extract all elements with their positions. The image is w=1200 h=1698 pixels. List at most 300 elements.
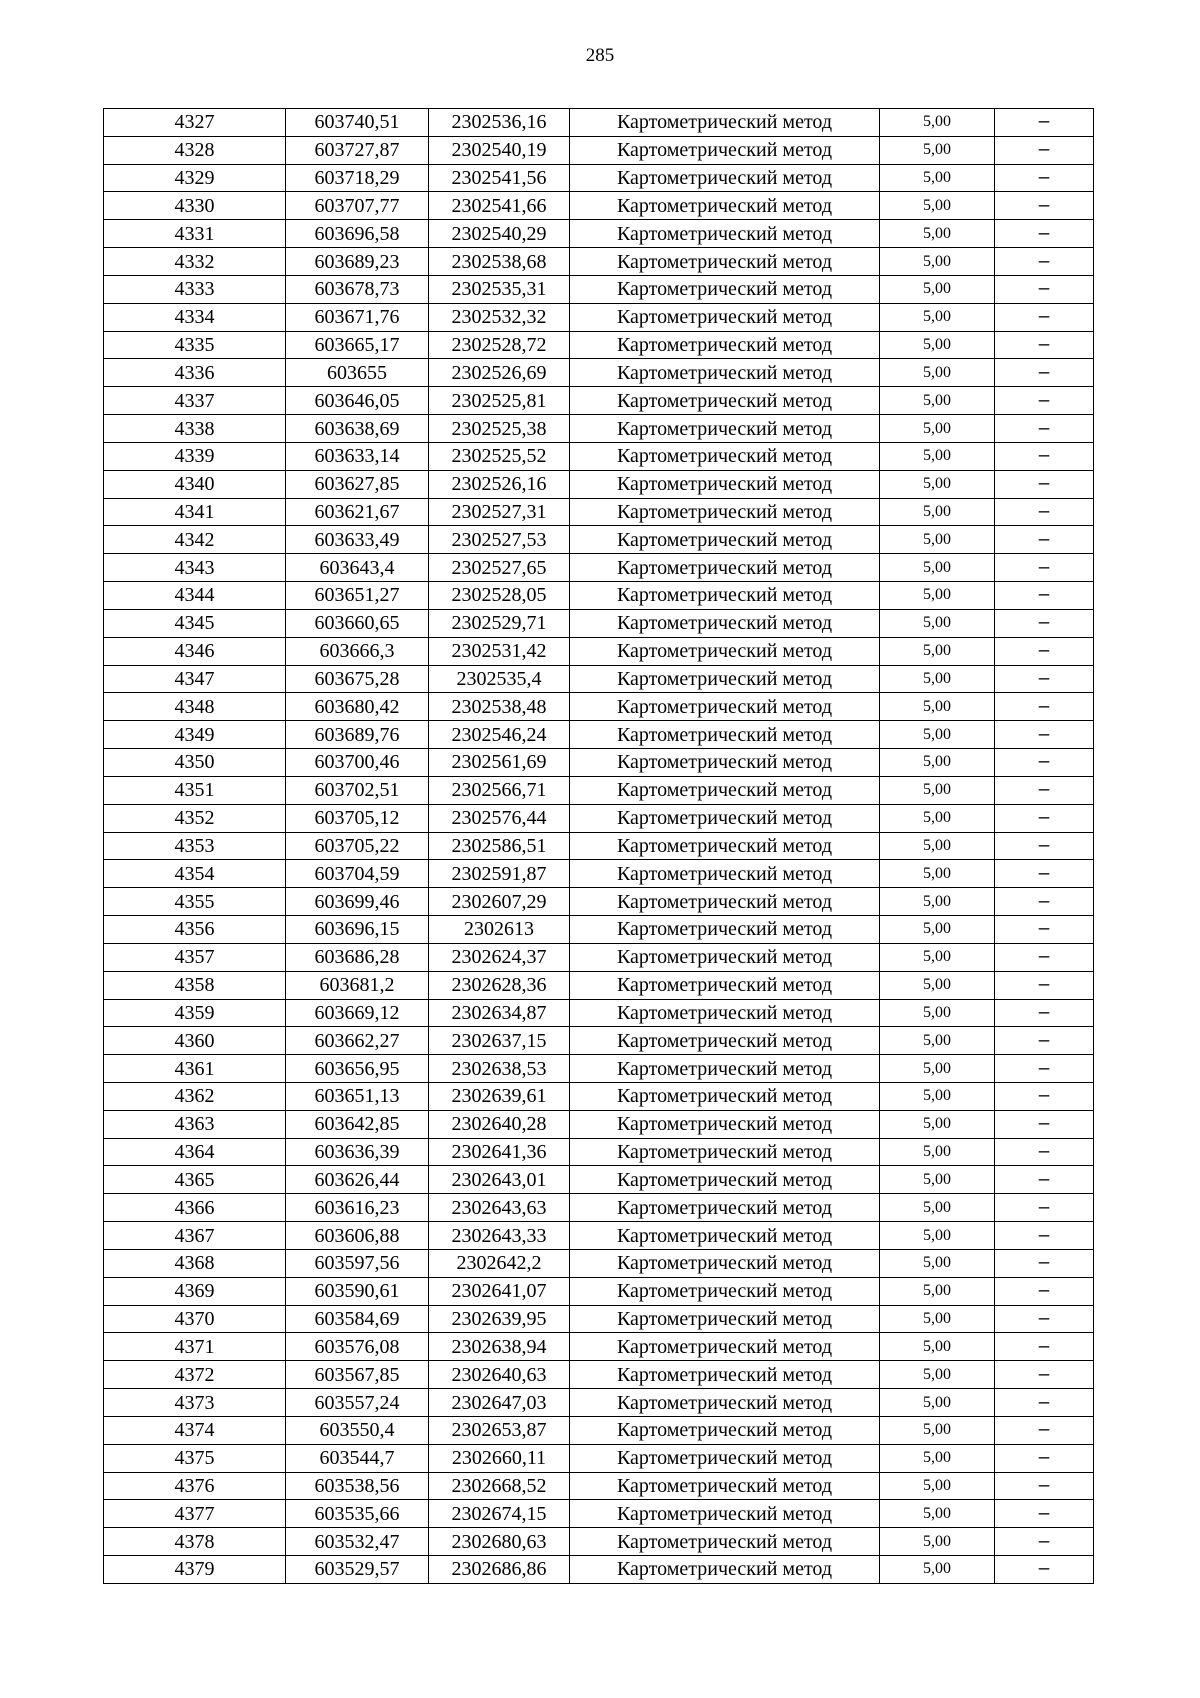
point-number-cell: 4367 [104,1222,286,1250]
coordinate-y-cell: 2302525,52 [429,442,570,470]
empty-mark-cell: – [995,1222,1094,1250]
table-row [104,498,1094,526]
point-number-cell: 4370 [104,1305,286,1333]
coordinate-y-cell: 2302528,05 [429,582,570,610]
point-number-cell: 4348 [104,693,286,721]
empty-mark-cell: – [995,387,1094,415]
method-cell: Картометрический метод [570,136,880,164]
table-row [104,1416,1094,1444]
coordinate-x-cell: 603662,27 [286,1027,429,1055]
empty-mark-cell: – [995,1528,1094,1556]
method-cell: Картометрический метод [570,442,880,470]
error-cell: 5,00 [880,387,995,415]
point-number-cell: 4374 [104,1416,286,1444]
error-cell: 5,00 [880,721,995,749]
table-row [104,1166,1094,1194]
table-row [104,164,1094,192]
empty-mark-cell: – [995,1444,1094,1472]
point-number-cell: 4344 [104,582,286,610]
method-cell: Картометрический метод [570,665,880,693]
method-cell: Картометрический метод [570,749,880,777]
empty-mark-cell: – [995,526,1094,554]
coordinate-y-cell: 2302527,65 [429,554,570,582]
error-cell: 5,00 [880,136,995,164]
coordinate-x-cell: 603705,12 [286,804,429,832]
coordinate-x-cell: 603651,13 [286,1082,429,1110]
table-row [104,721,1094,749]
method-cell: Картометрический метод [570,832,880,860]
error-cell: 5,00 [880,832,995,860]
coordinate-x-cell: 603699,46 [286,888,429,916]
method-cell: Картометрический метод [570,1027,880,1055]
coordinate-y-cell: 2302639,95 [429,1305,570,1333]
table-row [104,1361,1094,1389]
coordinate-y-cell: 2302526,69 [429,359,570,387]
empty-mark-cell: – [995,303,1094,331]
coordinate-x-cell: 603646,05 [286,387,429,415]
table-row [104,109,1094,137]
coordinate-x-cell: 603702,51 [286,776,429,804]
coordinate-x-cell: 603535,66 [286,1500,429,1528]
table-row [104,331,1094,359]
point-number-cell: 4350 [104,749,286,777]
coordinate-y-cell: 2302686,86 [429,1556,570,1584]
coordinate-y-cell: 2302531,42 [429,637,570,665]
error-cell: 5,00 [880,1027,995,1055]
empty-mark-cell: – [995,1082,1094,1110]
method-cell: Картометрический метод [570,999,880,1027]
coordinate-x-cell: 603666,3 [286,637,429,665]
coordinate-y-cell: 2302576,44 [429,804,570,832]
coordinate-y-cell: 2302525,81 [429,387,570,415]
error-cell: 5,00 [880,1500,995,1528]
empty-mark-cell: – [995,109,1094,137]
error-cell: 5,00 [880,470,995,498]
empty-mark-cell: – [995,1500,1094,1528]
coordinate-x-cell: 603705,22 [286,832,429,860]
coordinate-y-cell: 2302527,31 [429,498,570,526]
point-number-cell: 4379 [104,1556,286,1584]
error-cell: 5,00 [880,1277,995,1305]
error-cell: 5,00 [880,554,995,582]
method-cell: Картометрический метод [570,470,880,498]
coordinate-y-cell: 2302643,33 [429,1222,570,1250]
table-row [104,1389,1094,1417]
method-cell: Картометрический метод [570,387,880,415]
empty-mark-cell: – [995,804,1094,832]
error-cell: 5,00 [880,1166,995,1194]
table-row [104,1055,1094,1083]
empty-mark-cell: – [995,609,1094,637]
table-row [104,1249,1094,1277]
error-cell: 5,00 [880,1416,995,1444]
table-row [104,415,1094,443]
method-cell: Картометрический метод [570,331,880,359]
empty-mark-cell: – [995,1110,1094,1138]
empty-mark-cell: – [995,943,1094,971]
error-cell: 5,00 [880,248,995,276]
empty-mark-cell: – [995,1361,1094,1389]
method-cell: Картометрический метод [570,1277,880,1305]
empty-mark-cell: – [995,220,1094,248]
method-cell: Картометрический метод [570,1305,880,1333]
empty-mark-cell: – [995,498,1094,526]
error-cell: 5,00 [880,526,995,554]
point-number-cell: 4327 [104,109,286,137]
method-cell: Картометрический метод [570,359,880,387]
coordinate-y-cell: 2302538,68 [429,248,570,276]
table-row [104,359,1094,387]
coordinate-x-cell: 603696,58 [286,220,429,248]
method-cell: Картометрический метод [570,1082,880,1110]
method-cell: Картометрический метод [570,1110,880,1138]
error-cell: 5,00 [880,303,995,331]
point-number-cell: 4334 [104,303,286,331]
coordinate-x-cell: 603529,57 [286,1556,429,1584]
table-row [104,1222,1094,1250]
point-number-cell: 4352 [104,804,286,832]
coordinate-y-cell: 2302540,29 [429,220,570,248]
coordinate-y-cell: 2302643,01 [429,1166,570,1194]
table-row [104,1444,1094,1472]
error-cell: 5,00 [880,275,995,303]
coordinate-y-cell: 2302536,16 [429,109,570,137]
coordinate-x-cell: 603696,15 [286,916,429,944]
coordinate-x-cell: 603550,4 [286,1416,429,1444]
empty-mark-cell: – [995,331,1094,359]
method-cell: Картометрический метод [570,1500,880,1528]
error-cell: 5,00 [880,1389,995,1417]
empty-mark-cell: – [995,359,1094,387]
method-cell: Картометрический метод [570,526,880,554]
table-row [104,1138,1094,1166]
coordinate-x-cell: 603681,2 [286,971,429,999]
coordinate-y-cell: 2302586,51 [429,832,570,860]
table-row [104,749,1094,777]
point-number-cell: 4365 [104,1166,286,1194]
point-number-cell: 4330 [104,192,286,220]
error-cell: 5,00 [880,192,995,220]
coordinate-x-cell: 603707,77 [286,192,429,220]
point-number-cell: 4369 [104,1277,286,1305]
point-number-cell: 4338 [104,415,286,443]
error-cell: 5,00 [880,916,995,944]
table-row [104,303,1094,331]
coordinate-x-cell: 603665,17 [286,331,429,359]
error-cell: 5,00 [880,442,995,470]
coordinate-y-cell: 2302653,87 [429,1416,570,1444]
point-number-cell: 4329 [104,164,286,192]
method-cell: Картометрический метод [570,1528,880,1556]
coordinate-x-cell: 603616,23 [286,1194,429,1222]
empty-mark-cell: – [995,1556,1094,1584]
error-cell: 5,00 [880,359,995,387]
error-cell: 5,00 [880,1138,995,1166]
point-number-cell: 4356 [104,916,286,944]
coordinate-x-cell: 603643,4 [286,554,429,582]
coordinate-y-cell: 2302640,28 [429,1110,570,1138]
table-row [104,804,1094,832]
empty-mark-cell: – [995,776,1094,804]
coordinate-y-cell: 2302561,69 [429,749,570,777]
error-cell: 5,00 [880,582,995,610]
point-number-cell: 4343 [104,554,286,582]
coordinate-y-cell: 2302642,2 [429,1249,570,1277]
error-cell: 5,00 [880,1444,995,1472]
error-cell: 5,00 [880,1110,995,1138]
table-row [104,1082,1094,1110]
coordinate-x-cell: 603656,95 [286,1055,429,1083]
table-row [104,665,1094,693]
error-cell: 5,00 [880,637,995,665]
method-cell: Картометрический метод [570,721,880,749]
empty-mark-cell: – [995,582,1094,610]
table-row [104,999,1094,1027]
coordinate-y-cell: 2302660,11 [429,1444,570,1472]
point-number-cell: 4346 [104,637,286,665]
table-row [104,582,1094,610]
point-number-cell: 4354 [104,860,286,888]
empty-mark-cell: – [995,1305,1094,1333]
error-cell: 5,00 [880,164,995,192]
coordinate-y-cell: 2302535,4 [429,665,570,693]
table-row [104,943,1094,971]
coordinate-y-cell: 2302541,56 [429,164,570,192]
coordinate-y-cell: 2302532,32 [429,303,570,331]
error-cell: 5,00 [880,1361,995,1389]
coordinate-x-cell: 603621,67 [286,498,429,526]
method-cell: Картометрический метод [570,1444,880,1472]
table-row [104,860,1094,888]
coordinate-y-cell: 2302647,03 [429,1389,570,1417]
coordinate-x-cell: 603660,65 [286,609,429,637]
coordinate-x-cell: 603655 [286,359,429,387]
coordinate-x-cell: 603675,28 [286,665,429,693]
empty-mark-cell: – [995,637,1094,665]
empty-mark-cell: – [995,693,1094,721]
coordinate-y-cell: 2302680,63 [429,1528,570,1556]
coordinate-y-cell: 2302591,87 [429,860,570,888]
empty-mark-cell: – [995,248,1094,276]
method-cell: Картометрический метод [570,609,880,637]
empty-mark-cell: – [995,916,1094,944]
error-cell: 5,00 [880,609,995,637]
table-row [104,1277,1094,1305]
error-cell: 5,00 [880,331,995,359]
coordinate-y-cell: 2302640,63 [429,1361,570,1389]
empty-mark-cell: – [995,1194,1094,1222]
coordinate-y-cell: 2302535,31 [429,275,570,303]
method-cell: Картометрический метод [570,888,880,916]
method-cell: Картометрический метод [570,1249,880,1277]
point-number-cell: 4332 [104,248,286,276]
error-cell: 5,00 [880,665,995,693]
table-row [104,1333,1094,1361]
method-cell: Картометрический метод [570,1389,880,1417]
coordinate-y-cell: 2302634,87 [429,999,570,1027]
coordinate-x-cell: 603633,49 [286,526,429,554]
point-number-cell: 4376 [104,1472,286,1500]
method-cell: Картометрический метод [570,943,880,971]
error-cell: 5,00 [880,498,995,526]
point-number-cell: 4360 [104,1027,286,1055]
error-cell: 5,00 [880,804,995,832]
coordinate-y-cell: 2302638,53 [429,1055,570,1083]
method-cell: Картометрический метод [570,1472,880,1500]
coordinate-y-cell: 2302668,52 [429,1472,570,1500]
empty-mark-cell: – [995,971,1094,999]
table-row [104,470,1094,498]
error-cell: 5,00 [880,943,995,971]
empty-mark-cell: – [995,1472,1094,1500]
table-row [104,1305,1094,1333]
coordinate-x-cell: 603567,85 [286,1361,429,1389]
coordinate-x-cell: 603532,47 [286,1528,429,1556]
empty-mark-cell: – [995,832,1094,860]
coordinate-y-cell: 2302674,15 [429,1500,570,1528]
point-number-cell: 4364 [104,1138,286,1166]
error-cell: 5,00 [880,749,995,777]
coordinate-x-cell: 603633,14 [286,442,429,470]
point-number-cell: 4361 [104,1055,286,1083]
coordinate-y-cell: 2302638,94 [429,1333,570,1361]
table-row [104,609,1094,637]
coordinate-x-cell: 603538,56 [286,1472,429,1500]
coordinate-x-cell: 603584,69 [286,1305,429,1333]
empty-mark-cell: – [995,1333,1094,1361]
coordinate-y-cell: 2302624,37 [429,943,570,971]
point-number-cell: 4375 [104,1444,286,1472]
empty-mark-cell: – [995,1249,1094,1277]
coordinate-x-cell: 603638,69 [286,415,429,443]
table-row [104,1027,1094,1055]
empty-mark-cell: – [995,1166,1094,1194]
error-cell: 5,00 [880,1472,995,1500]
point-number-cell: 4353 [104,832,286,860]
error-cell: 5,00 [880,860,995,888]
error-cell: 5,00 [880,693,995,721]
coordinate-x-cell: 603704,59 [286,860,429,888]
point-number-cell: 4333 [104,275,286,303]
method-cell: Картометрический метод [570,776,880,804]
table-row [104,248,1094,276]
coordinate-y-cell: 2302525,38 [429,415,570,443]
error-cell: 5,00 [880,1333,995,1361]
error-cell: 5,00 [880,971,995,999]
point-number-cell: 4373 [104,1389,286,1417]
empty-mark-cell: – [995,999,1094,1027]
coordinate-y-cell: 2302529,71 [429,609,570,637]
coordinates-table [103,108,1094,1584]
point-number-cell: 4345 [104,609,286,637]
empty-mark-cell: – [995,888,1094,916]
method-cell: Картометрический метод [570,582,880,610]
coordinate-x-cell: 603727,87 [286,136,429,164]
table-row [104,1110,1094,1138]
method-cell: Картометрический метод [570,1055,880,1083]
method-cell: Картометрический метод [570,971,880,999]
point-number-cell: 4371 [104,1333,286,1361]
table-row [104,832,1094,860]
empty-mark-cell: – [995,1389,1094,1417]
table-row [104,1556,1094,1584]
method-cell: Картометрический метод [570,1333,880,1361]
point-number-cell: 4357 [104,943,286,971]
coordinate-x-cell: 603590,61 [286,1277,429,1305]
table-row [104,1194,1094,1222]
point-number-cell: 4363 [104,1110,286,1138]
empty-mark-cell: – [995,1416,1094,1444]
method-cell: Картометрический метод [570,415,880,443]
table-row [104,1528,1094,1556]
coordinate-y-cell: 2302641,07 [429,1277,570,1305]
coordinate-x-cell: 603740,51 [286,109,429,137]
coordinate-x-cell: 603678,73 [286,275,429,303]
coordinate-y-cell: 2302639,61 [429,1082,570,1110]
empty-mark-cell: – [995,721,1094,749]
method-cell: Картометрический метод [570,275,880,303]
table-row [104,888,1094,916]
coordinate-x-cell: 603597,56 [286,1249,429,1277]
table-row [104,1472,1094,1500]
error-cell: 5,00 [880,776,995,804]
table-row [104,220,1094,248]
error-cell: 5,00 [880,1222,995,1250]
point-number-cell: 4351 [104,776,286,804]
point-number-cell: 4362 [104,1082,286,1110]
point-number-cell: 4336 [104,359,286,387]
empty-mark-cell: – [995,749,1094,777]
method-cell: Картометрический метод [570,804,880,832]
coordinate-x-cell: 603576,08 [286,1333,429,1361]
point-number-cell: 4366 [104,1194,286,1222]
point-number-cell: 4331 [104,220,286,248]
error-cell: 5,00 [880,1249,995,1277]
method-cell: Картометрический метод [570,192,880,220]
coordinate-y-cell: 2302643,63 [429,1194,570,1222]
point-number-cell: 4335 [104,331,286,359]
method-cell: Картометрический метод [570,303,880,331]
error-cell: 5,00 [880,1528,995,1556]
point-number-cell: 4337 [104,387,286,415]
method-cell: Картометрический метод [570,1222,880,1250]
table-row [104,916,1094,944]
coordinate-x-cell: 603606,88 [286,1222,429,1250]
coordinate-y-cell: 2302540,19 [429,136,570,164]
point-number-cell: 4359 [104,999,286,1027]
method-cell: Картометрический метод [570,164,880,192]
error-cell: 5,00 [880,999,995,1027]
empty-mark-cell: – [995,470,1094,498]
coordinate-x-cell: 603642,85 [286,1110,429,1138]
method-cell: Картометрический метод [570,498,880,526]
method-cell: Картометрический метод [570,1416,880,1444]
method-cell: Картометрический метод [570,693,880,721]
point-number-cell: 4378 [104,1528,286,1556]
method-cell: Картометрический метод [570,109,880,137]
table-row [104,554,1094,582]
point-number-cell: 4377 [104,1500,286,1528]
method-cell: Картометрический метод [570,248,880,276]
coordinate-x-cell: 603718,29 [286,164,429,192]
empty-mark-cell: – [995,442,1094,470]
coordinate-x-cell: 603671,76 [286,303,429,331]
coordinate-x-cell: 603680,42 [286,693,429,721]
empty-mark-cell: – [995,860,1094,888]
coordinate-y-cell: 2302637,15 [429,1027,570,1055]
coordinate-x-cell: 603544,7 [286,1444,429,1472]
point-number-cell: 4349 [104,721,286,749]
